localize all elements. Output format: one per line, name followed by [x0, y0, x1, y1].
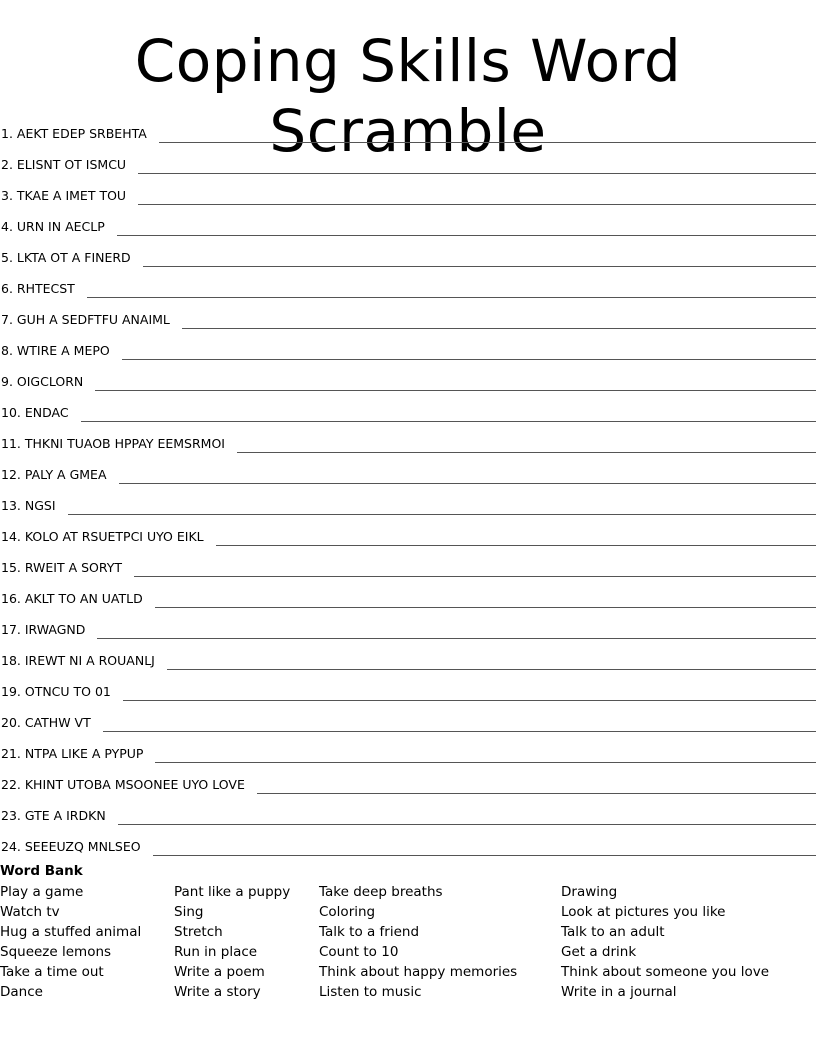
scramble-clue: 23. GTE A IRDKN — [1, 808, 106, 823]
word-bank-column-3 — [319, 883, 517, 1003]
word-bank-heading: Word Bank — [0, 863, 83, 879]
answer-line[interactable] — [155, 607, 816, 608]
scramble-clue: 12. PALY A GMEA — [1, 467, 107, 482]
scramble-row — [0, 795, 816, 826]
answer-line[interactable] — [138, 204, 816, 205]
scramble-row — [0, 299, 816, 330]
scramble-row — [0, 485, 816, 516]
scramble-row — [0, 113, 816, 144]
scramble-clue: 17. IRWAGND — [1, 622, 86, 637]
answer-line[interactable] — [153, 855, 816, 856]
scramble-clue: 10. ENDAC — [1, 405, 69, 420]
word-bank-column-1 — [0, 883, 141, 1003]
scramble-clue: 11. THKNI TUAOB HPPAY EEMSRMOI — [1, 436, 225, 451]
word-bank-item: Think about someone you love — [561, 964, 770, 980]
word-bank-item: Watch tv — [0, 904, 60, 920]
scramble-row — [0, 578, 816, 609]
answer-line[interactable] — [216, 545, 816, 546]
scramble-clue: 15. RWEIT A SORYT — [1, 560, 123, 575]
word-bank-item: Hug a stuffed animal — [0, 924, 142, 940]
word-bank-item: Talk to an adult — [561, 924, 665, 940]
word-bank-item: Get a drink — [561, 944, 637, 960]
answer-line[interactable] — [182, 328, 816, 329]
word-bank-item: Sing — [174, 904, 204, 920]
answer-line[interactable] — [95, 390, 816, 391]
answer-line[interactable] — [87, 297, 816, 298]
word-bank-item: Play a game — [0, 884, 84, 900]
scramble-clue: 2. ELISNT OT ISMCU — [1, 157, 127, 172]
answer-line[interactable] — [97, 638, 816, 639]
answer-line[interactable] — [257, 793, 816, 794]
scramble-row — [0, 547, 816, 578]
answer-line[interactable] — [155, 762, 816, 763]
word-bank-item: Drawing — [561, 884, 618, 900]
scramble-clue: 3. TKAE A IMET TOU — [1, 188, 127, 203]
scramble-clue: 5. LKTA OT A FINERD — [1, 250, 131, 265]
word-bank-item: Stretch — [174, 924, 223, 940]
answer-line[interactable] — [118, 824, 816, 825]
word-bank-item: Look at pictures you like — [561, 904, 726, 920]
word-bank-item: Count to 10 — [319, 944, 399, 960]
scramble-row — [0, 702, 816, 733]
answer-line[interactable] — [68, 514, 816, 515]
scramble-row — [0, 764, 816, 795]
word-bank-item: Run in place — [174, 944, 258, 960]
scramble-row — [0, 361, 816, 392]
scramble-clue: 21. NTPA LIKE A PYPUP — [1, 746, 144, 761]
scramble-clue: 4. URN IN AECLP — [1, 219, 105, 234]
scramble-clue: 7. GUH A SEDFTFU ANAIML — [1, 312, 170, 327]
scramble-row — [0, 516, 816, 547]
word-bank-item: Talk to a friend — [319, 924, 420, 940]
word-bank-item: Write in a journal — [561, 984, 677, 1000]
scramble-clue: 6. RHTECST — [1, 281, 75, 296]
scramble-clue: 1. AEKT EDEP SRBEHTA — [1, 126, 147, 141]
scramble-clue: 16. AKLT TO AN UATLD — [1, 591, 143, 606]
scramble-row — [0, 144, 816, 175]
answer-line[interactable] — [237, 452, 816, 453]
page-title: Coping Skills Word Scramble — [134, 27, 682, 165]
scramble-clue: 9. OIGCLORN — [1, 374, 84, 389]
scramble-clue: 14. KOLO AT RSUETPCI UYO EIKL — [1, 529, 204, 544]
answer-line[interactable] — [134, 576, 816, 577]
answer-line[interactable] — [138, 173, 816, 174]
answer-line[interactable] — [103, 731, 816, 732]
word-bank-item: Think about happy memories — [319, 964, 518, 980]
scramble-row — [0, 733, 816, 764]
scramble-row — [0, 392, 816, 423]
word-bank-column-4 — [561, 883, 769, 1003]
scramble-row — [0, 640, 816, 671]
word-bank-item: Take a time out — [0, 964, 104, 980]
scramble-row — [0, 268, 816, 299]
scramble-row — [0, 454, 816, 485]
word-bank-item: Write a poem — [174, 964, 265, 980]
answer-line[interactable] — [143, 266, 816, 267]
scramble-list — [0, 113, 816, 857]
scramble-row — [0, 330, 816, 361]
word-bank-column-2 — [174, 883, 290, 1003]
scramble-row — [0, 423, 816, 454]
scramble-row — [0, 671, 816, 702]
word-bank-item: Listen to music — [319, 984, 422, 1000]
answer-line[interactable] — [81, 421, 816, 422]
scramble-row — [0, 826, 816, 857]
word-bank-item: Squeeze lemons — [0, 944, 112, 960]
word-bank-item: Write a story — [174, 984, 261, 1000]
scramble-row — [0, 237, 816, 268]
word-bank-item: Coloring — [319, 904, 376, 920]
scramble-row — [0, 175, 816, 206]
answer-line[interactable] — [123, 700, 816, 701]
answer-line[interactable] — [119, 483, 816, 484]
scramble-clue: 20. CATHW VT — [1, 715, 91, 730]
word-bank-item: Pant like a puppy — [174, 884, 291, 900]
word-bank-item: Take deep breaths — [319, 884, 443, 900]
scramble-row — [0, 609, 816, 640]
word-bank-item: Dance — [0, 984, 43, 1000]
scramble-clue: 8. WTIRE A MEPO — [1, 343, 110, 358]
scramble-clue: 24. SEEEUZQ MNLSEO — [1, 839, 141, 854]
answer-line[interactable] — [122, 359, 816, 360]
answer-line[interactable] — [167, 669, 816, 670]
answer-line[interactable] — [117, 235, 816, 236]
scramble-clue: 22. KHINT UTOBA MSOONEE UYO LOVE — [1, 777, 245, 792]
scramble-clue: 18. IREWT NI A ROUANLJ — [1, 653, 155, 668]
scramble-row — [0, 206, 816, 237]
scramble-clue: 13. NGSI — [1, 498, 56, 513]
scramble-clue: 19. OTNCU TO 01 — [1, 684, 111, 699]
answer-line[interactable] — [159, 142, 816, 143]
